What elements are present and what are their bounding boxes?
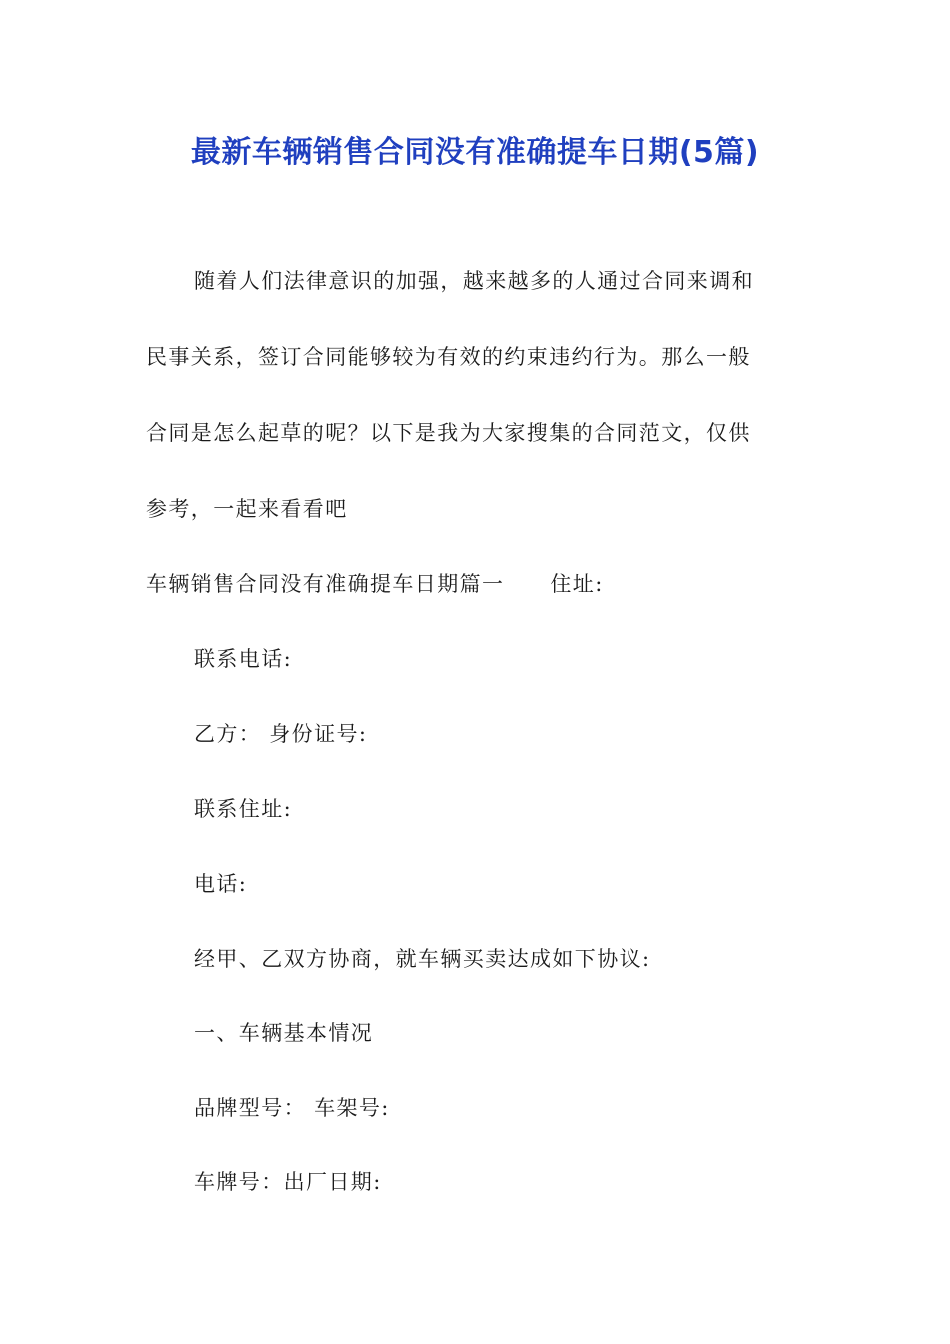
section-heading: 车辆销售合同没有准确提车日期篇一 [146, 572, 505, 596]
intro-line-3: 合同是怎么起草的呢？以下是我为大家搜集的合同范文，仅供 [146, 421, 751, 445]
contact-address-line: 联系住址: [194, 797, 293, 821]
document-title: 最新车辆销售合同没有准确提车日期(5篇) [190, 135, 760, 170]
clause-1-heading: 一、车辆基本情况 [194, 1021, 374, 1045]
intro-line-2: 民事关系，签订合同能够较为有效的约束违约行为。那么一般 [146, 345, 751, 369]
contact-phone-line: 联系电话: [194, 647, 293, 671]
intro-line-1: 随着人们法律意识的加强，越来越多的人通过合同来调和 [194, 269, 754, 293]
phone-line: 电话: [194, 872, 248, 896]
address-label: 住址: [550, 572, 604, 596]
party-b-line: 乙方： 身份证号: [194, 722, 368, 746]
plate-date-line: 车牌号：出厂日期: [194, 1170, 382, 1194]
section-heading-line [146, 569, 806, 599]
intro-line-4: 参考，一起来看看吧 [146, 497, 348, 521]
brand-model-line: 品牌型号： 车架号: [194, 1096, 390, 1120]
agreement-line: 经甲、乙双方协商，就车辆买卖达成如下协议: [194, 947, 651, 971]
